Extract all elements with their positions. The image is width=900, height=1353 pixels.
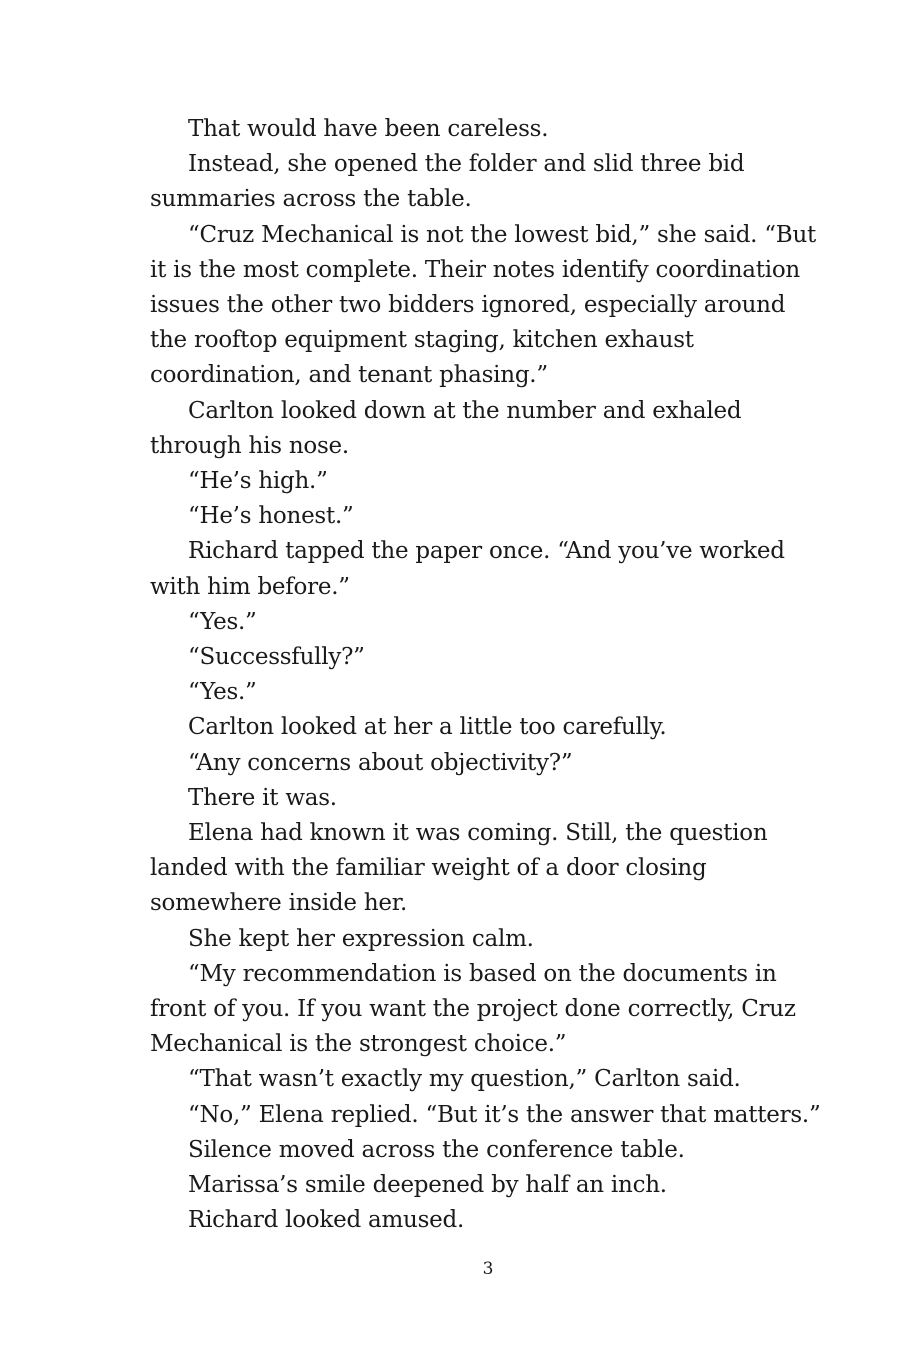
paragraph: “Cruz Mechanical is not the lowest bid,” she said. “But it is the most complete. Their notes identify coordination issues the other two bidders ignored, especially around the rooftop equipment staging, kitchen exhaust coordination, and tenant phasing.” xyxy=(150,221,817,389)
paragraph: Instead, she opened the folder and slid three bid summaries across the table. xyxy=(150,151,745,213)
paragraph: Richard looked amused. xyxy=(188,1207,465,1234)
paragraph: Richard tapped the paper once. “And you’ve worked with him before.” xyxy=(150,538,785,600)
paragraph: “Yes.” xyxy=(188,608,257,635)
paragraph: “He’s honest.” xyxy=(188,503,354,530)
paragraph: Silence moved across the conference table. xyxy=(188,1136,685,1163)
paragraph: “Yes.” xyxy=(188,679,257,706)
paragraph: Marissa’s smile deepened by half an inch. xyxy=(188,1172,667,1199)
paragraph: That would have been careless. xyxy=(188,116,549,142)
paragraph: “That wasn’t exactly my question,” Carlton said. xyxy=(188,1066,741,1093)
paragraph: “Successfully?” xyxy=(188,644,365,671)
paragraph: “My recommendation is based on the documents in front of you. If you want the project done correctly, Cruz Mechanical is the strongest choice.” xyxy=(150,960,796,1058)
paragraph: Elena had known it was coming. Still, the question landed with the familiar weight of a door closing somewhere inside her. xyxy=(150,820,768,917)
paragraph: “No,” Elena replied. “But it’s the answer that matters.” xyxy=(188,1101,821,1128)
paragraph: “Any concerns about objectivity?” xyxy=(188,749,573,776)
paragraph: Carlton looked at her a little too carefully. xyxy=(188,714,667,741)
paragraph: Carlton looked down at the number and exhaled through his nose. xyxy=(150,397,742,459)
page-number: 3 xyxy=(482,1259,494,1279)
paragraph: There it was. xyxy=(188,784,337,811)
body-text xyxy=(150,112,826,1239)
paragraph: “He’s high.” xyxy=(188,468,328,495)
paragraph: She kept her expression calm. xyxy=(188,925,534,952)
